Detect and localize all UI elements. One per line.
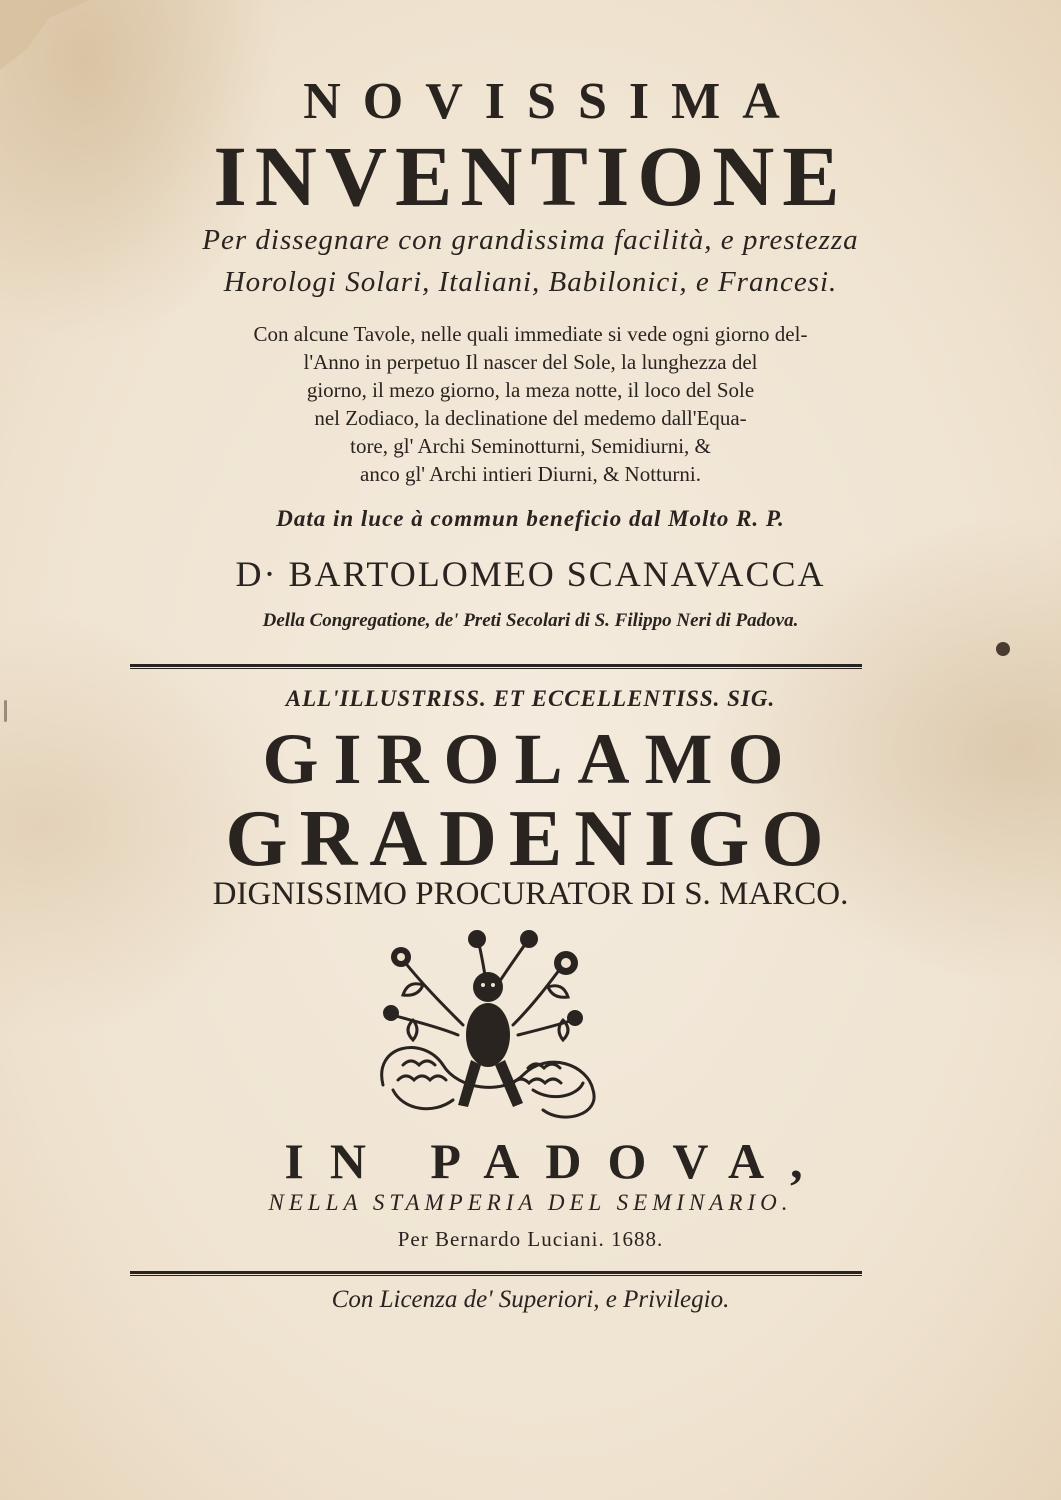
- torn-corner: [0, 0, 90, 70]
- imprint-city: IN PADOVA,: [284, 1133, 829, 1189]
- dedicatee-last-name: GRADENIGO: [225, 795, 836, 883]
- ink-spot: [4, 700, 7, 722]
- title-line-2: INVENTIONE: [213, 128, 848, 224]
- dedicatee-title: DIGNISSIMO PROCURATOR DI S. MARCO.: [212, 876, 849, 912]
- subtitle-line-2: Horologi Solari, Italiani, Babilonici, e Francesi.: [223, 266, 838, 298]
- dedicatee-first-name: GIROLAMO: [262, 719, 799, 799]
- cherub-woodcut-icon: [363, 925, 613, 1130]
- double-rule-divider: [130, 1271, 862, 1276]
- author-name: D· BARTOLOMEO SCANAVACCA: [235, 554, 826, 594]
- description-line: l'Anno in perpetuo Il nascer del Sole, la lunghezza del: [303, 350, 758, 374]
- description-line: nel Zodiaco, la declinatione del medemo dall'Equa-: [314, 406, 747, 430]
- dedication-line: ALL'ILLUSTRISS. ET ECCELLENTISS. SIG.: [285, 686, 776, 711]
- title-line-1: NOVISSIMA: [303, 73, 802, 130]
- description-line: giorno, il mezo giorno, la meza notte, il loco del Sole: [306, 378, 755, 402]
- description-line: anco gl' Archi intieri Diurni, & Notturni.: [360, 462, 701, 486]
- imprint-press: NELLA STAMPERIA DEL SEMINARIO.: [268, 1190, 793, 1215]
- double-rule-divider: [130, 664, 862, 669]
- description-line: tore, gl' Archi Seminotturni, Semidiurni, &: [350, 434, 711, 458]
- ink-spot: [996, 642, 1010, 656]
- description-line: Con alcune Tavole, nelle quali immediate si vede ogni giorno del-: [253, 322, 808, 346]
- imprint-printer: Per Bernardo Luciani. 1688.: [397, 1227, 664, 1251]
- author-affiliation: Della Congregatione, de' Preti Secolari di S. Filippo Neri di Padova.: [262, 610, 799, 631]
- license-line: Con Licenza de' Superiori, e Privilegio.: [331, 1286, 730, 1313]
- subtitle-line-1: Per dissegnare con grandissima facilità, e prestezza: [202, 224, 859, 256]
- data-in-luce-line: Data in luce à commun beneficio dal Molto R. P.: [276, 506, 785, 531]
